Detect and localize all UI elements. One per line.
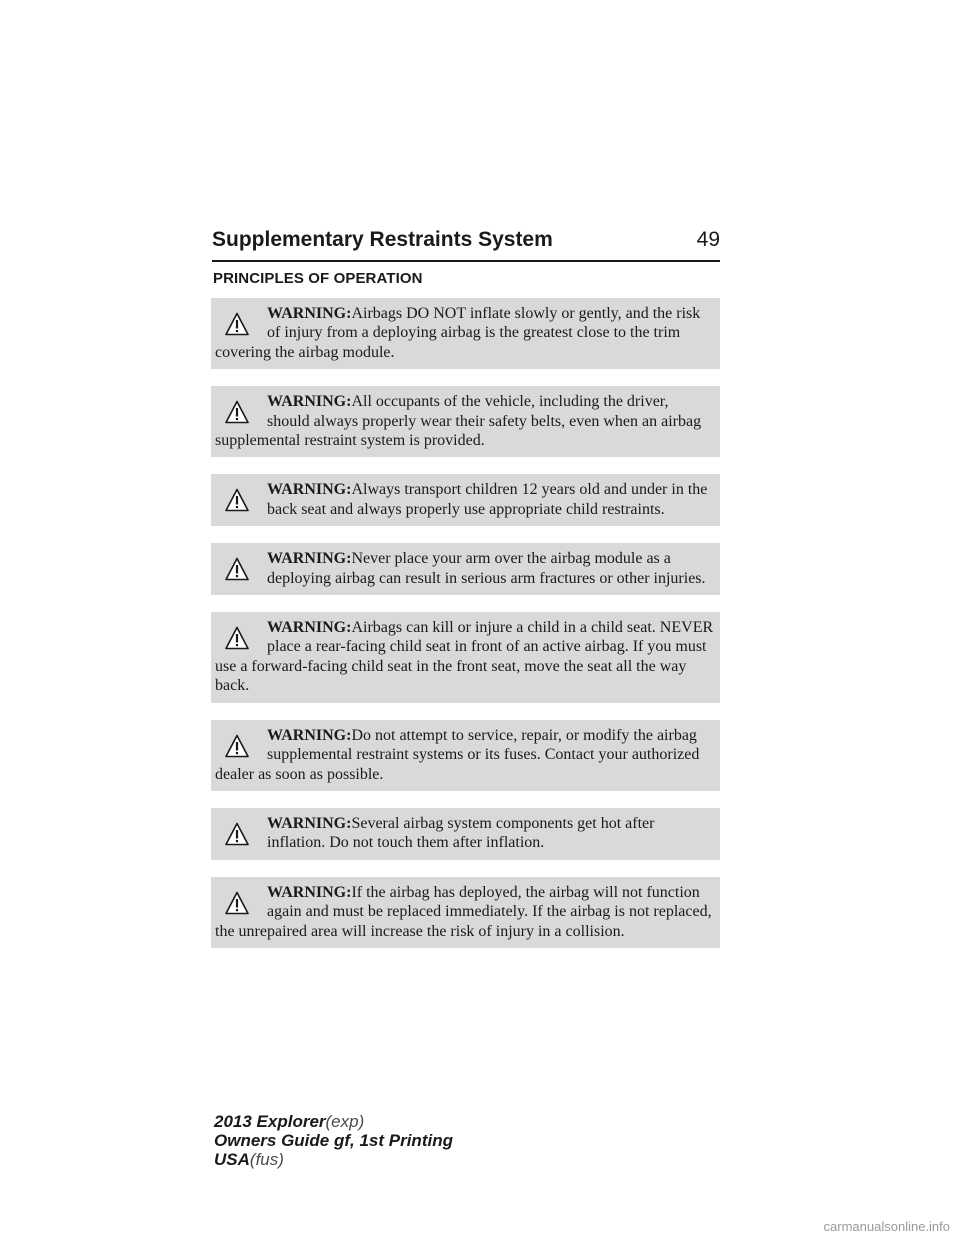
warning-box xyxy=(211,877,720,948)
warning-triangle-icon xyxy=(225,626,249,650)
warning-text: Always transport children 12 years old and under in the back seat and always properly use appropriate child restraints. xyxy=(267,481,708,518)
warning-triangle-icon xyxy=(225,822,249,846)
warning-text: All occupants of the vehicle, including the driver, should always properly wear their safety belts, even when an airbag supplemental restraint system is provided. xyxy=(215,393,702,450)
warning-label: WARNING: xyxy=(267,305,352,322)
warning-label: WARNING: xyxy=(267,550,352,568)
footer-market-line xyxy=(214,1150,453,1169)
footer-printing-line xyxy=(214,1131,453,1150)
warning-label: WARNING: xyxy=(267,883,352,901)
warning-box xyxy=(211,298,720,369)
chapter-title: Supplementary Restraints System xyxy=(212,228,553,251)
warning-text: Never place your arm over the airbag module as a deploying airbag can result in serious arm fractures or other injuries. xyxy=(267,550,706,587)
footer-model-line xyxy=(214,1112,453,1131)
warning-text: Airbags can kill or injure a child in a child seat. NEVER place a rear-facing child seat in front of an active airbag. If you must use a forward-facing child seat in the front seat, move the seat all the way back. xyxy=(215,619,714,695)
warning-triangle-icon xyxy=(225,891,249,915)
section-heading: PRINCIPLES OF OPERATION xyxy=(213,270,423,287)
print-footer xyxy=(214,1112,453,1169)
warning-triangle-icon xyxy=(225,734,249,758)
warning-box xyxy=(211,720,720,791)
warning-box xyxy=(211,612,720,703)
warning-triangle-icon xyxy=(225,488,249,512)
footer-printing: Owners Guide gf, 1st Printing xyxy=(214,1131,453,1150)
watermark: carmanualsonline.info xyxy=(823,1219,950,1234)
warning-label: WARNING: xyxy=(267,619,352,637)
warning-text: Do not attempt to service, repair, or modify the airbag supplemental restraint systems or its fuses. Contact your authorized dealer as soon as possible. xyxy=(215,726,700,783)
warning-box xyxy=(211,543,720,595)
footer-model: 2013 Explorer xyxy=(214,1112,326,1131)
footer-model-code: (exp) xyxy=(325,1112,365,1131)
footer-market-code: (fus) xyxy=(249,1150,284,1169)
warning-label: WARNING: xyxy=(267,393,352,411)
footer-market: USA xyxy=(214,1150,250,1169)
page-number: 49 xyxy=(696,228,720,251)
warning-text: Several airbag system components get hot after inflation. Do not touch them after inflation. xyxy=(267,814,655,852)
warning-triangle-icon xyxy=(225,312,249,336)
warning-label: WARNING: xyxy=(267,814,352,832)
warning-list xyxy=(211,298,720,965)
warning-label: WARNING: xyxy=(267,481,352,499)
warning-triangle-icon xyxy=(225,557,249,581)
warning-label: WARNING: xyxy=(267,726,352,744)
warning-text: If the airbag has deployed, the airbag will not function again and must be replaced immediately. If the airbag is not replaced, the unrepaired area will increase the risk of injury in a collision. xyxy=(215,883,712,940)
page-header xyxy=(212,228,720,262)
warning-box xyxy=(211,808,720,860)
warning-box xyxy=(211,474,720,526)
warning-text: Airbags DO NOT inflate slowly or gently, and the risk of injury from a deploying airbag is the greatest close to the trim covering the airbag module. xyxy=(215,305,701,361)
warning-box xyxy=(211,386,720,457)
warning-triangle-icon xyxy=(225,400,249,424)
